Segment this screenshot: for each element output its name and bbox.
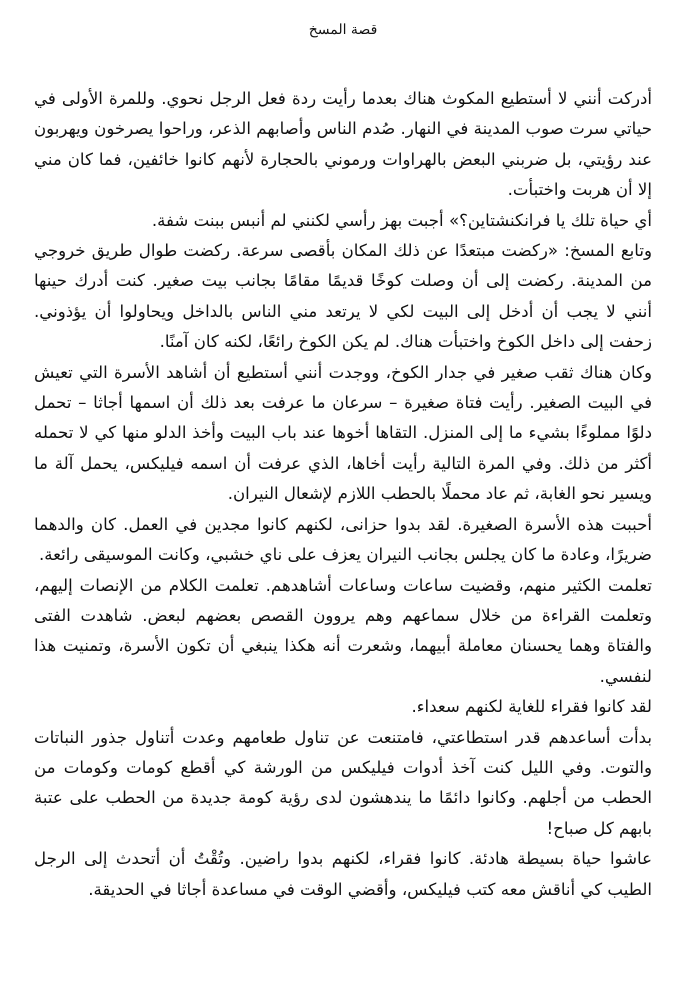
paragraph: عاشوا حياة بسيطة هادئة. كانوا فقراء، لكنهم بدوا راضين. وتُقْتُ أن أتحدث إلى الرجل الطيب كي أناقش معه كتب فيليكس، وأقضي الوقت في مساعدة أجاثا في الحديقة. xyxy=(34,849,652,899)
running-header: قصة المسخ xyxy=(308,22,378,38)
paragraph: أدركت أنني لا أستطيع المكوث هناك بعدما رأيت ردة فعل الرجل نحوي. وللمرة الأولى في حياتي سرت صوب المدينة في النهار. صُدم الناس وأصابهم الذعر، وراحوا يصرخون ويهربون عند رؤيتي، بل ضربني البعض بالهراوات ورموني بالحجارة لأنهم كانوا خائفين، فما كان مني إلا أن هربت واختبأت. xyxy=(34,89,652,200)
paragraph: أي حياة تلك يا فرانكنشتاين؟» أجبت بهز رأسي لكنني لم أنبس ببنت شفة. xyxy=(151,210,652,230)
paragraph: تعلمت الكثير منهم، وقضيت ساعات وساعات أشاهدهم. تعلمت الكلام من الإنصات إليهم، وتعلمت القراءة من خلال سماعهم وهم يروون القصص بعضهم لبعض. شاهدت الفتى والفتاة وهما يحسنان معاملة أبيهما، وشعرت أنه هكذا ينبغي أن تكون الأسرة، وتمنيت هذا لنفسي. xyxy=(34,575,652,686)
paragraph: وكان هناك ثقب صغير في جدار الكوخ، ووجدت أنني أستطيع أن أشاهد الأسرة التي تعيش في البيت الصغير. رأيت فتاة صغيرة – سرعان ما عرفت بعد ذلك أن اسمها أجاثا – تحمل دلوًا مملوءًا بشيء ما إلى المنزل. التقاها أخوها عند باب البيت وأخذ الدلو منها كي لا تحمله أكثر من ذلك. وفي المرة التالية رأيت أخاها، الذي عرفت أن اسمه فيليكس، يحمل آلة ما ويسير نحو الغابة، ثم عاد محملًا بالحطب اللازم لإشعال النيران. xyxy=(34,362,652,504)
paragraph: لقد كانوا فقراء للغاية لكنهم سعداء. xyxy=(411,697,652,717)
paragraph: أحببت هذه الأسرة الصغيرة. لقد بدوا حزانى، لكنهم كانوا مجدين في العمل. كان والدهما ضريرًا، وعادة ما كان يجلس بجانب النيران يعزف على ناي خشبي، وكانت الموسيقى رائعة. xyxy=(34,514,652,565)
body-text xyxy=(34,84,652,905)
paragraph: وتابع المسخ: «ركضت مبتعدًا عن ذلك المكان بأقصى سرعة. ركضت طوال طريق خروجي من المدينة. ركضت إلى أن وصلت كوخًا قديمًا مقامًا بجانب بيت صغير. كنت أدرك حينها أنني لا يجب أن أدخل إلى البيت لكي لا يرتعد مني الناس بالداخل ويحاولوا أن يؤذوني. زحفت إلى داخل الكوخ واختبأت هناك. لم يكن الكوخ رائعًا، لكنه كان آمنًا. xyxy=(34,241,652,352)
paragraph: بدأت أساعدهم قدر استطاعتي، فامتنعت عن تناول طعامهم وعدت أتناول جذور النباتات والتوت. وفي الليل كنت آخذ أدوات فيليكس من الورشة كي أقطع كومات وكومات من الحطب من أجلهم. وكانوا دائمًا ما يندهشون لدى رؤية كومة جديدة من الحطب على عتبة بابهم كل صباح! xyxy=(34,727,652,838)
